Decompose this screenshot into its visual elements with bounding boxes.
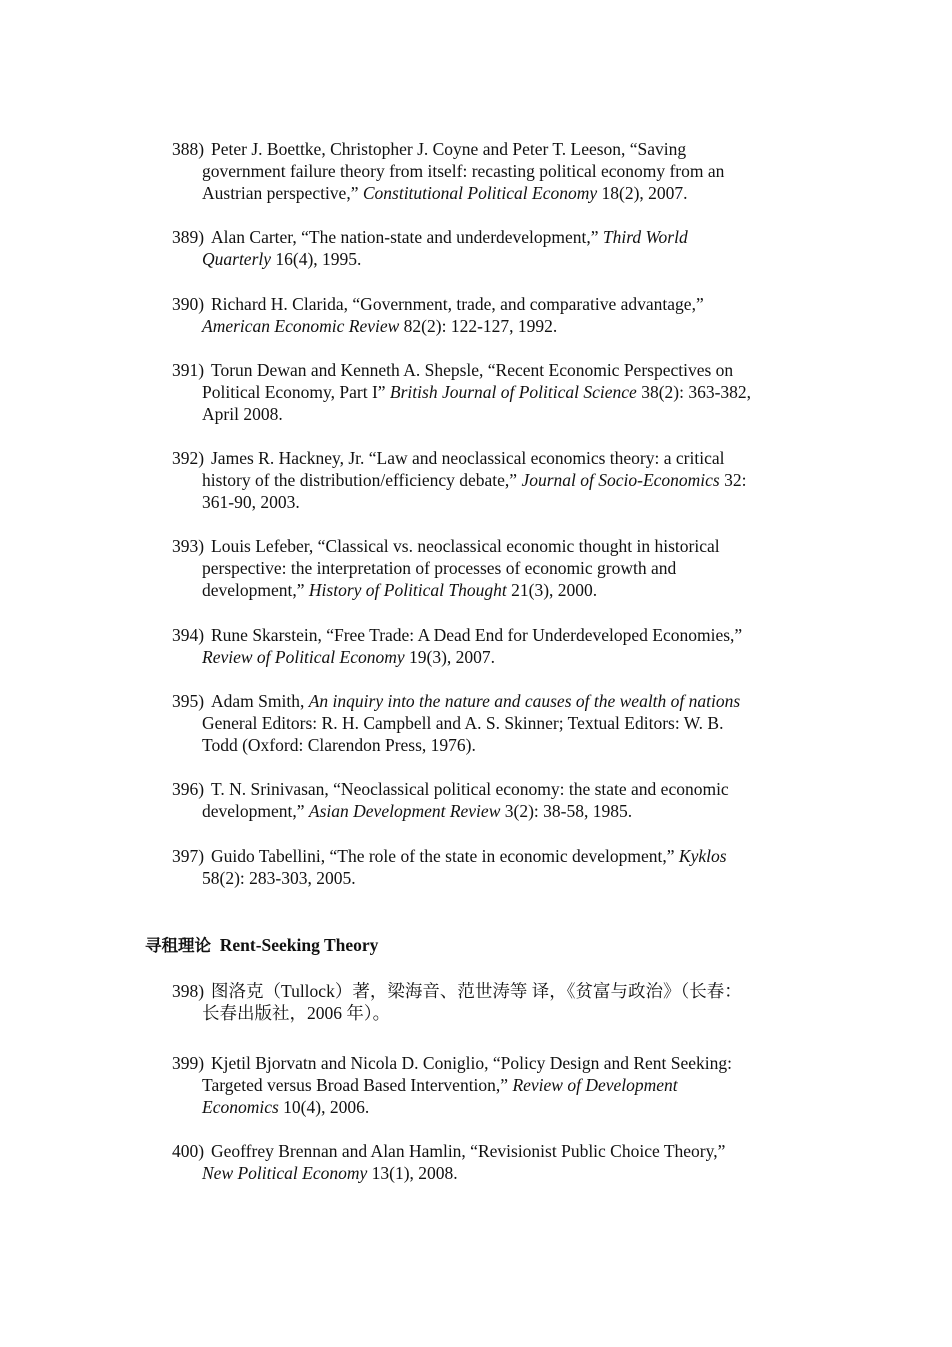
reference-line (211, 535, 720, 557)
reference-title: Kyklos (678, 846, 727, 866)
reference-number: 393) (172, 536, 205, 556)
reference-number: 398) (172, 981, 205, 1001)
reference-text: Alan Carter, “The nation-state and underdevelopment,” (211, 227, 603, 247)
reference-number: 396) (172, 779, 205, 799)
reference-line (202, 491, 300, 513)
reference-line (202, 867, 356, 889)
reference-line (211, 293, 704, 315)
reference-line (202, 579, 597, 601)
reference-text: 32: (719, 470, 747, 490)
reference-line (211, 447, 724, 469)
reference-text: 19(3), 2007. (404, 647, 496, 667)
reference-number: 390) (172, 294, 205, 314)
reference-text: 13(1), 2008. (367, 1163, 458, 1183)
section-heading-en: Rent-Seeking Theory (219, 935, 379, 955)
reference-line (211, 138, 686, 160)
reference-line (211, 359, 733, 381)
reference-line (202, 1162, 458, 1184)
reference-number: 394) (172, 625, 205, 645)
reference-title: Constitutional Political Economy (362, 183, 598, 203)
reference-title: Journal of Socio-Economics (521, 470, 720, 490)
reference-line (211, 778, 729, 800)
reference-text: Austrian perspective,” (202, 183, 363, 203)
reference-text: Kjetil Bjorvatn and Nicola D. Coniglio, “Policy Design and Rent Seeking: (211, 1053, 733, 1073)
section-heading-zh: 寻租理论 (145, 936, 211, 955)
reference-title: Quarterly (202, 249, 272, 269)
reference-line (211, 1140, 725, 1162)
reference-text: 16(4), 1995. (271, 249, 362, 269)
reference-line (211, 624, 742, 646)
reference-line (202, 1096, 369, 1118)
reference-text: Adam Smith, (211, 691, 309, 711)
reference-line (202, 248, 361, 270)
reference-text: Todd (Oxford: Clarendon Press, 1976). (202, 735, 476, 755)
section-heading (145, 934, 378, 957)
reference-text: Political Economy, Part I” (202, 382, 390, 402)
reference-text: 图洛克（Tullock）著，梁海音、范世涛等 译，《贫富与政治》（长春： (211, 981, 742, 1001)
reference-title: Economics (202, 1097, 279, 1117)
reference-line (202, 734, 476, 756)
reference-line (202, 800, 632, 822)
reference-text: 58(2): 283-303, 2005. (202, 868, 356, 888)
reference-title: American Economic Review (202, 316, 400, 336)
reference-text: 21(3), 2000. (506, 580, 598, 600)
reference-line (211, 690, 740, 712)
reference-number: 395) (172, 691, 205, 711)
reference-text: Guido Tabellini, “The role of the state in economic development,” (211, 846, 679, 866)
reference-line (211, 226, 688, 248)
reference-text: Targeted versus Broad Based Intervention,” (202, 1075, 513, 1095)
reference-line (202, 469, 747, 491)
reference-number: 392) (172, 448, 205, 468)
reference-line (202, 315, 557, 337)
reference-line (202, 712, 723, 734)
reference-text: Torun Dewan and Kenneth A. Shepsle, “Recent Economic Perspectives on (211, 360, 734, 380)
reference-line (202, 182, 688, 204)
reference-text: history of the distribution/efficiency debate,” (202, 470, 522, 490)
reference-title: Third World (602, 227, 688, 247)
reference-text: General Editors: R. H. Campbell and A. S. Skinner; Textual Editors: W. B. (202, 713, 724, 733)
reference-text: 18(2), 2007. (597, 183, 688, 203)
reference-text: Louis Lefeber, “Classical vs. neoclassical economic thought in historical (211, 536, 720, 556)
reference-text: April 2008. (202, 404, 283, 424)
reference-title: Review of Development (512, 1075, 678, 1095)
reference-line (202, 557, 676, 579)
reference-text: 10(4), 2006. (278, 1097, 370, 1117)
reference-title: British Journal of Political Science (389, 382, 637, 402)
reference-line (211, 980, 742, 1002)
reference-text: 3(2): 38-58, 1985. (500, 801, 633, 821)
reference-number: 399) (172, 1053, 205, 1073)
reference-text: T. N. Srinivasan, “Neoclassical political economy: the state and economic (211, 779, 729, 799)
reference-text: development,” (202, 801, 309, 821)
reference-number: 391) (172, 360, 205, 380)
reference-line (202, 646, 495, 668)
reference-line (202, 381, 751, 403)
reference-number: 389) (172, 227, 205, 247)
reference-title: Asian Development Review (308, 801, 501, 821)
reference-title: Review of Political Economy (202, 647, 405, 667)
reference-line (202, 403, 283, 425)
reference-text: development,” (202, 580, 309, 600)
reference-number: 397) (172, 846, 205, 866)
reference-number: 388) (172, 139, 205, 159)
reference-title: An inquiry into the nature and causes of the wealth of nations (308, 691, 741, 711)
reference-text: Peter J. Boettke, Christopher J. Coyne and Peter T. Leeson, “Saving (211, 139, 687, 159)
reference-text: 361-90, 2003. (202, 492, 300, 512)
reference-text: Richard H. Clarida, “Government, trade, and comparative advantage,” (211, 294, 704, 314)
reference-line (211, 1052, 732, 1074)
reference-title: New Political Economy (202, 1163, 368, 1183)
reference-text: Geoffrey Brennan and Alan Hamlin, “Revisionist Public Choice Theory,” (211, 1141, 726, 1161)
reference-number: 400) (172, 1141, 205, 1161)
reference-line (202, 1002, 390, 1024)
reference-text: 38(2): 363-382, (636, 382, 752, 402)
reference-title: History of Political Thought (308, 580, 507, 600)
reference-line (202, 160, 724, 182)
reference-line (211, 845, 727, 867)
reference-text: 长春出版社，2006 年）。 (202, 1003, 391, 1023)
reference-text: perspective: the interpretation of processes of economic growth and (202, 558, 677, 578)
reference-text: 82(2): 122-127, 1992. (399, 316, 558, 336)
reference-text: government failure theory from itself: recasting political economy from an (202, 161, 725, 181)
reference-text: James R. Hackney, Jr. “Law and neoclassical economics theory: a critical (211, 448, 725, 468)
reference-line (202, 1074, 678, 1096)
reference-text: Rune Skarstein, “Free Trade: A Dead End for Underdeveloped Economies,” (211, 625, 743, 645)
